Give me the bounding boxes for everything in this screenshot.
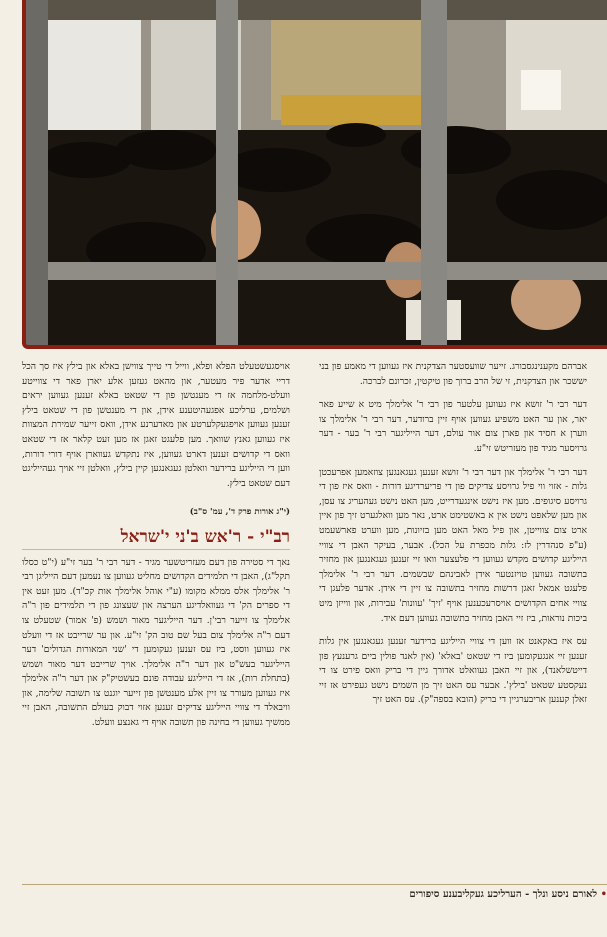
right-paragraph-3: דער רבי ר' אלימלך און דער רבי ר' זושא זענען געגאנגען צוזאמען אפרעכטן גלות - אזוי ווי פיל גרויסע צדיקים פון די פריערדיגע דורות - וואס איז פון די גרויסע סיגופים. מען איז נישט אינגעדרייט, מען האט נישט געהעריג צו עסן, און מען שלאפט נישט אין א באשטימט ארט, נאר מען וואלגערט זיך פון איין ארט צום צווייטן, און פיל מאל האט מען בזיונות, מען ווערט פארשעמט (ע"פ סנהדרין לז: גלות מכפרת על הכל). אבער, בעיקר האבן די צוויי הייליגע קדושים מקדש געווען די פלעצער וואו זיי זענען געגאנגען און מחזיר בתשובה געווען טויזנטער אידן לאבינהם שבשמים. דער רבי ר' אלימלך פלעגט אמאל זאגן דרשות מחזיר בתשובה צו זיין די אידן. אדער פלעגן די צוויי אחים הקדושים אויסרעכענען אויף 'זיך' 'עוונות' עבירות, און ווייזן מיט ביכות נוראות, ביז זיי האבן מחזיר בתשובה געווען דעם איד. (319, 466, 587, 624)
photo-image (22, 0, 607, 349)
left-column (22, 360, 290, 865)
photo-scene (26, 0, 607, 345)
right-paragraph-4: עס איז באקאנט אז ווען די צוויי הייליגע ברידער זענען געגאנגען אין גלות זענען זיי אנגעקומען ביז די שטאט 'באלא' (אין לאנד פולין ביים גרענעץ פון דייטשלאנד), און זיי האבן געוואלט אדורך גיין די בריק וואס פירט צו די נעקסטע שטאט 'בילץ'. אבער עס האט זיך מן השמים נישט געפירט אז זיי זאלן קענען אריבערגיין די בריק (הובא בספה"ק). עס האט זיך (319, 636, 587, 706)
right-paragraph-1: אברהם מקענינגסבורג. זייער שוועסטער הצדקנית איז געווען די מאמע פון בני יששכר און הצדקנית, זי של הרב ברוך פון טיקטין, זכרונם לברכה. (319, 361, 587, 387)
right-paragraph-2: דער רבי ר' זושא איז געווען עלטער פון רבי ר' אלימלך מיט א שייע פאר יאר, און ער האט משפיע געווען אויף זיין ברודער, דער רבי ר' אלימלך צו ווערן א חסיד און פארן צום אור עולם, דער הייליגער רבי ר' בער - דער גרויסער מגיד פון מעזריטש זי"ע. (319, 399, 587, 454)
footer-marker: • (600, 889, 607, 900)
article-columns (22, 360, 587, 865)
source-citation: (י"ג אורות פרק ד', עמ' ס"ב) (189, 507, 290, 518)
footer-title: לאורם ניסע ונלך - הערליכע געקליבענע סיפורים (409, 889, 598, 900)
left-paragraph-2: נאך די סטירה פון דעם מעזריטשער מגיד - דער רבי ר' בער זי"ע (י"ט כסלו תקל"ג), האבן די תלמידים הקדושים מחליט געווען צו נעמען דעם הייליגן רבי ר' אלימלך אלס ממלא מקומו (ע"י אוהל אלימלך אות קכ"ד). מען זעט אין די ספרים הק' די געוואלדיגע הערצה און שעצונג פון די תלמידים פון ר"ה אלימלך צו זייער רבי'ן. דער הייליגער מאור ושמש (פ' אמור) שטעלט צו דעם ר"ה אלימלך צום בעל שם טוב הק' זי"ע. און ער שרייבט אז די וועלט איז געווען ווסט, ביז עס זענען געקומען די 'שני המאורות הגדולים' דער הייליגער בעש"ט און דער ר"ה אלימלך. אויך שרייבט דער מאור ושמש (בתחלת רות), אז די הייליגע עבודה פונם בעשטיק"ק און דער ר"ה אלימלך איז געווען מעורר צו זיין אלע מענטשן פון זייער יוגנט צו תשובה שלימה, און וויבאלד די צוויי הייליגע צדיקים זענען אזוי דבוק בעולם התשובה, האבן זיי ממשיך געווען די בחינה פון תשובה אויף די גאנצע וועלט. (22, 556, 290, 729)
left-paragraph-1: אויסגעשטעלט הפלא ופלא, ווייל די טייך צווישן באלא און בילץ איז סך הכל דריי אדער פיר מעטער, און מהאט געזען אלע יארן פאר די צווייטע וועלט-מלחמה אז די מענטשן פון די שטאט באלא זענען געווען יראים ושלמים, ערליכע אפגעהיטענע אידן, און די מענטשן פון די שטאט בילץ זענען געווען אויפגעקלערטע און מאדערנע אידן, וואס זייער שמירת המצוות איז געווען גאנץ שוואך. מען פלעגט זאגן אז מען זעט קלאר אז די שטאט וואס די קדושים זענען דארט געווען, איז נתקדש געווארן אויף דורי דורות, ווען די הייליגע ברידער וואלטן געגאנגען קיין בילץ, וואלטן זיי אויך געהייליגט דעם שטאט בילץ. (22, 361, 290, 489)
right-column (319, 360, 587, 865)
page-footer (22, 884, 607, 909)
section-heading: רב"י - ר'אש ב'ני י'שראל (22, 530, 290, 550)
